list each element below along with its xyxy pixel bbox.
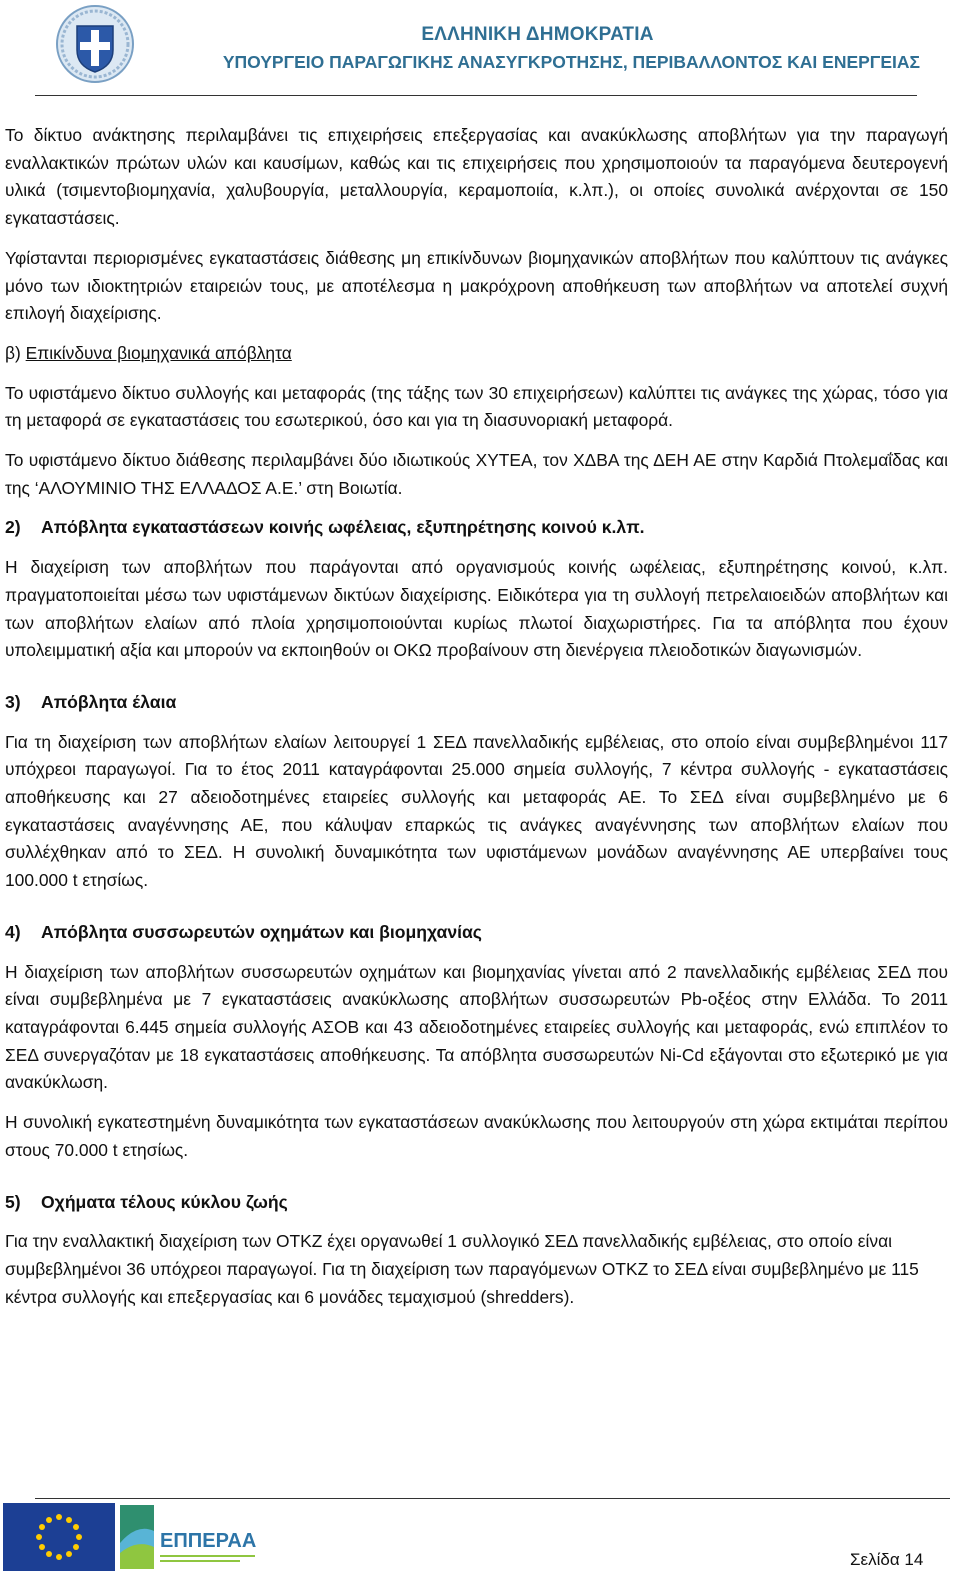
subsection-hazardous-label: Επικίνδυνα βιομηχανικά απόβλητα <box>25 342 292 363</box>
footer-divider <box>35 1498 950 1499</box>
document-body <box>5 122 948 1323</box>
paragraph-collection-network: Το υφιστάμενο δίκτυο συλλογής και μεταφοράς (της τάξης των 30 επιχειρήσεων) καλύπτει τις ανάγκες της χώρας, τόσο για τη μεταφορά σε εγκαταστάσεις του εσωτερικού, όσο και για τη διασυνοριακή μεταφορά. <box>5 382 948 431</box>
espa-logo <box>120 1503 260 1571</box>
section-title: Απόβλητα έλαια <box>41 691 177 712</box>
greek-coat-of-arms-icon <box>55 4 135 84</box>
section-2-heading <box>5 514 948 542</box>
subsection-hazardous-title <box>5 340 948 368</box>
section-number: 4) <box>5 921 21 942</box>
espa-logo-text: ΕΠΠΕΡΑΑ <box>160 1530 257 1552</box>
paragraph-battery-capacity: Η συνολική εγκατεστημένη δυναμικότητα των εγκαταστάσεων ανακύκλωσης που λειτουργούν στη χώρα εκτιμάται περίπου στους 70.000 t ετησίως. <box>5 1112 948 1160</box>
paragraph-end-of-life-vehicles: Για την εναλλακτική διαχείριση των ΟΤΚΖ έχει οργανωθεί 1 συλλογικό ΣΕΔ πανελλαδικής εμβέλειας, στο οποίο είναι συμβεβλημένοι 36 υπόχρεοι παραγωγοί. Για τη διαχείριση των παραγόμενων ΟΤΚΖ το ΣΕΔ είναι συμβεβλημένο με 115 κέντρα συλλογής και επεξεργασίας και 6 μονάδες τεμαχισμού (shredders). <box>5 1231 919 1307</box>
section-5-heading <box>5 1189 948 1217</box>
subsection-prefix: β) <box>5 342 26 363</box>
header-ministry: ΥΠΟΥΡΓΕΙΟ ΠΑΡΑΓΩΓΙΚΗΣ ΑΝΑΣΥΓΚΡΟΤΗΣΗΣ, ΠΕΡΙΒΑΛΛΟΝΤΟΣ ΚΑΙ ΕΝΕΡΓΕΙΑΣ <box>222 52 920 72</box>
paragraph-batteries: Η διαχείριση των αποβλήτων συσσωρευτών οχημάτων και βιομηχανίας γίνεται από 2 πανελλαδικής εμβέλειας ΣΕΔ που είναι συμβεβλημένα με 7 εγκαταστάσεις ανακύκλωσης αποβλήτων συσσωρευτών Pb-οξέος στην Ελλάδα. Το 2011 καταγράφονται 6.445 σημεία συλλογής ΑΣΟΒ και 43 αδειοδοτημένες εταιρείες συλλογής και μεταφοράς, ενώ επιπλέον το ΣΕΔ συνεργαζόταν με 18 εγκαταστάσεις αποθήκευσης. Τα απόβλητα συσσωρευτών Ni-Cd εξάγονται στο εξωτερικό με για ανακύκλωση. <box>5 961 948 1093</box>
section-title: Οχήματα τέλους κύκλου ζωής <box>41 1191 288 1212</box>
header-divider <box>35 95 917 96</box>
section-number: 3) <box>5 691 21 712</box>
section-3-heading <box>5 689 948 717</box>
header-country: ΕΛΛΗΝΙΚΗ ΔΗΜΟΚΡΑΤΙΑ <box>421 24 654 45</box>
eu-flag-icon <box>3 1503 115 1571</box>
paragraph-recovery-network: Το δίκτυο ανάκτησης περιλαμβάνει τις επιχειρήσεις επεξεργασίας και ανακύκλωσης αποβλήτων για την παραγωγή εναλλακτικών πρώτων υλών και καυσίμων, καθώς και τις επιχειρήσεις που χρησιμοποιούν τα παραγόμενα δευτερογενή υλικά (τσιμεντοβιομηχανία, χαλυβουργία, μεταλλουργία, κεραμοποιία, κ.λπ.), οι οποίες συνολικά ανέρχονται σε 150 εγκαταστάσεις. <box>5 125 948 229</box>
paragraph-public-utility: Η διαχείριση των αποβλήτων που παράγονται από οργανισμούς κοινής ωφέλειας, εξυπηρέτησης κοινού, κ.λπ. πραγματοποιείται μέσω των υφιστάμενων δικτύων διαχείρισης. Ειδικότερα για τη συλλογή πετρελαιοειδών αποβλήτων και των αποβλήτων ελαίων από πλοία χρησιμοποιούνται κυρίως πλωτοί διαχωριστήρες. Για τα απόβλητα που έχουν υπολειμματική αξία και μπορούν να εκποιηθούν οι ΟΚΩ προβαίνουν στη διενέργεια πλειοδοτικών διαγωνισμών. <box>5 557 948 661</box>
page-header <box>0 0 960 100</box>
section-title: Απόβλητα συσσωρευτών οχημάτων και βιομηχανίας <box>41 921 482 942</box>
section-number: 5) <box>5 1191 21 1212</box>
section-number: 2) <box>5 517 21 538</box>
section-4-heading <box>5 919 948 947</box>
paragraph-disposal-network: Το υφιστάμενο δίκτυο διάθεσης περιλαμβάνει δύο ιδιωτικούς ΧΥΤΕΑ, τον ΧΔΒΑ της ΔΕΗ ΑΕ στην Καρδιά Πτολεμαΐδας και της ‘ΑΛΟΥΜΙΝΙΟ ΤΗΣ ΕΛΛΑΔΟΣ Α.Ε.’ στη Βοιωτία. <box>5 450 948 498</box>
paragraph-waste-oils: Για τη διαχείριση των αποβλήτων ελαίων λειτουργεί 1 ΣΕΔ πανελλαδικής εμβέλειας, στο οποίο είναι συμβεβλημένοι 117 υπόχρεοι παραγωγοί. Για το έτος 2011 καταγράφονται 25.000 σημεία συλλογής, 7 κέντρα συλλογής - εγκαταστάσεις αποθήκευσης και 27 αδειοδοτημένες εταιρείες συλλογής και μεταφοράς ΑΕ. Το ΣΕΔ είναι συμβεβλημένο με 6 εγκαταστάσεις αναγέννησης ΑΕ, που κάλυψαν επαρκώς τις ανάγκες αναγέννησης των αποβλήτων ελαίων που συλλέχθηκαν από το ΣΕΔ. Η συνολική δυναμικότητα των υφιστάμενων μονάδων αναγέννησης ΑΕ υπερβαίνει τους 100.000 t ετησίως. <box>5 731 948 891</box>
paragraph-disposal-facilities: Υφίστανται περιορισμένες εγκαταστάσεις διάθεσης μη επικίνδυνων βιομηχανικών αποβλήτων που καλύπτουν τις ανάγκες μόνο των ιδιοκτητριών εταιρειών τους, με αποτέλεσμα η μακρόχρονη αποθήκευση των αποβλήτων να αποτελεί συχνή επιλογή διαχείρισης. <box>5 247 948 324</box>
page-number: Σελίδα 14 <box>850 1550 924 1569</box>
section-title: Απόβλητα εγκαταστάσεων κοινής ωφέλειας, εξυπηρέτησης κοινού κ.λπ. <box>41 517 645 538</box>
